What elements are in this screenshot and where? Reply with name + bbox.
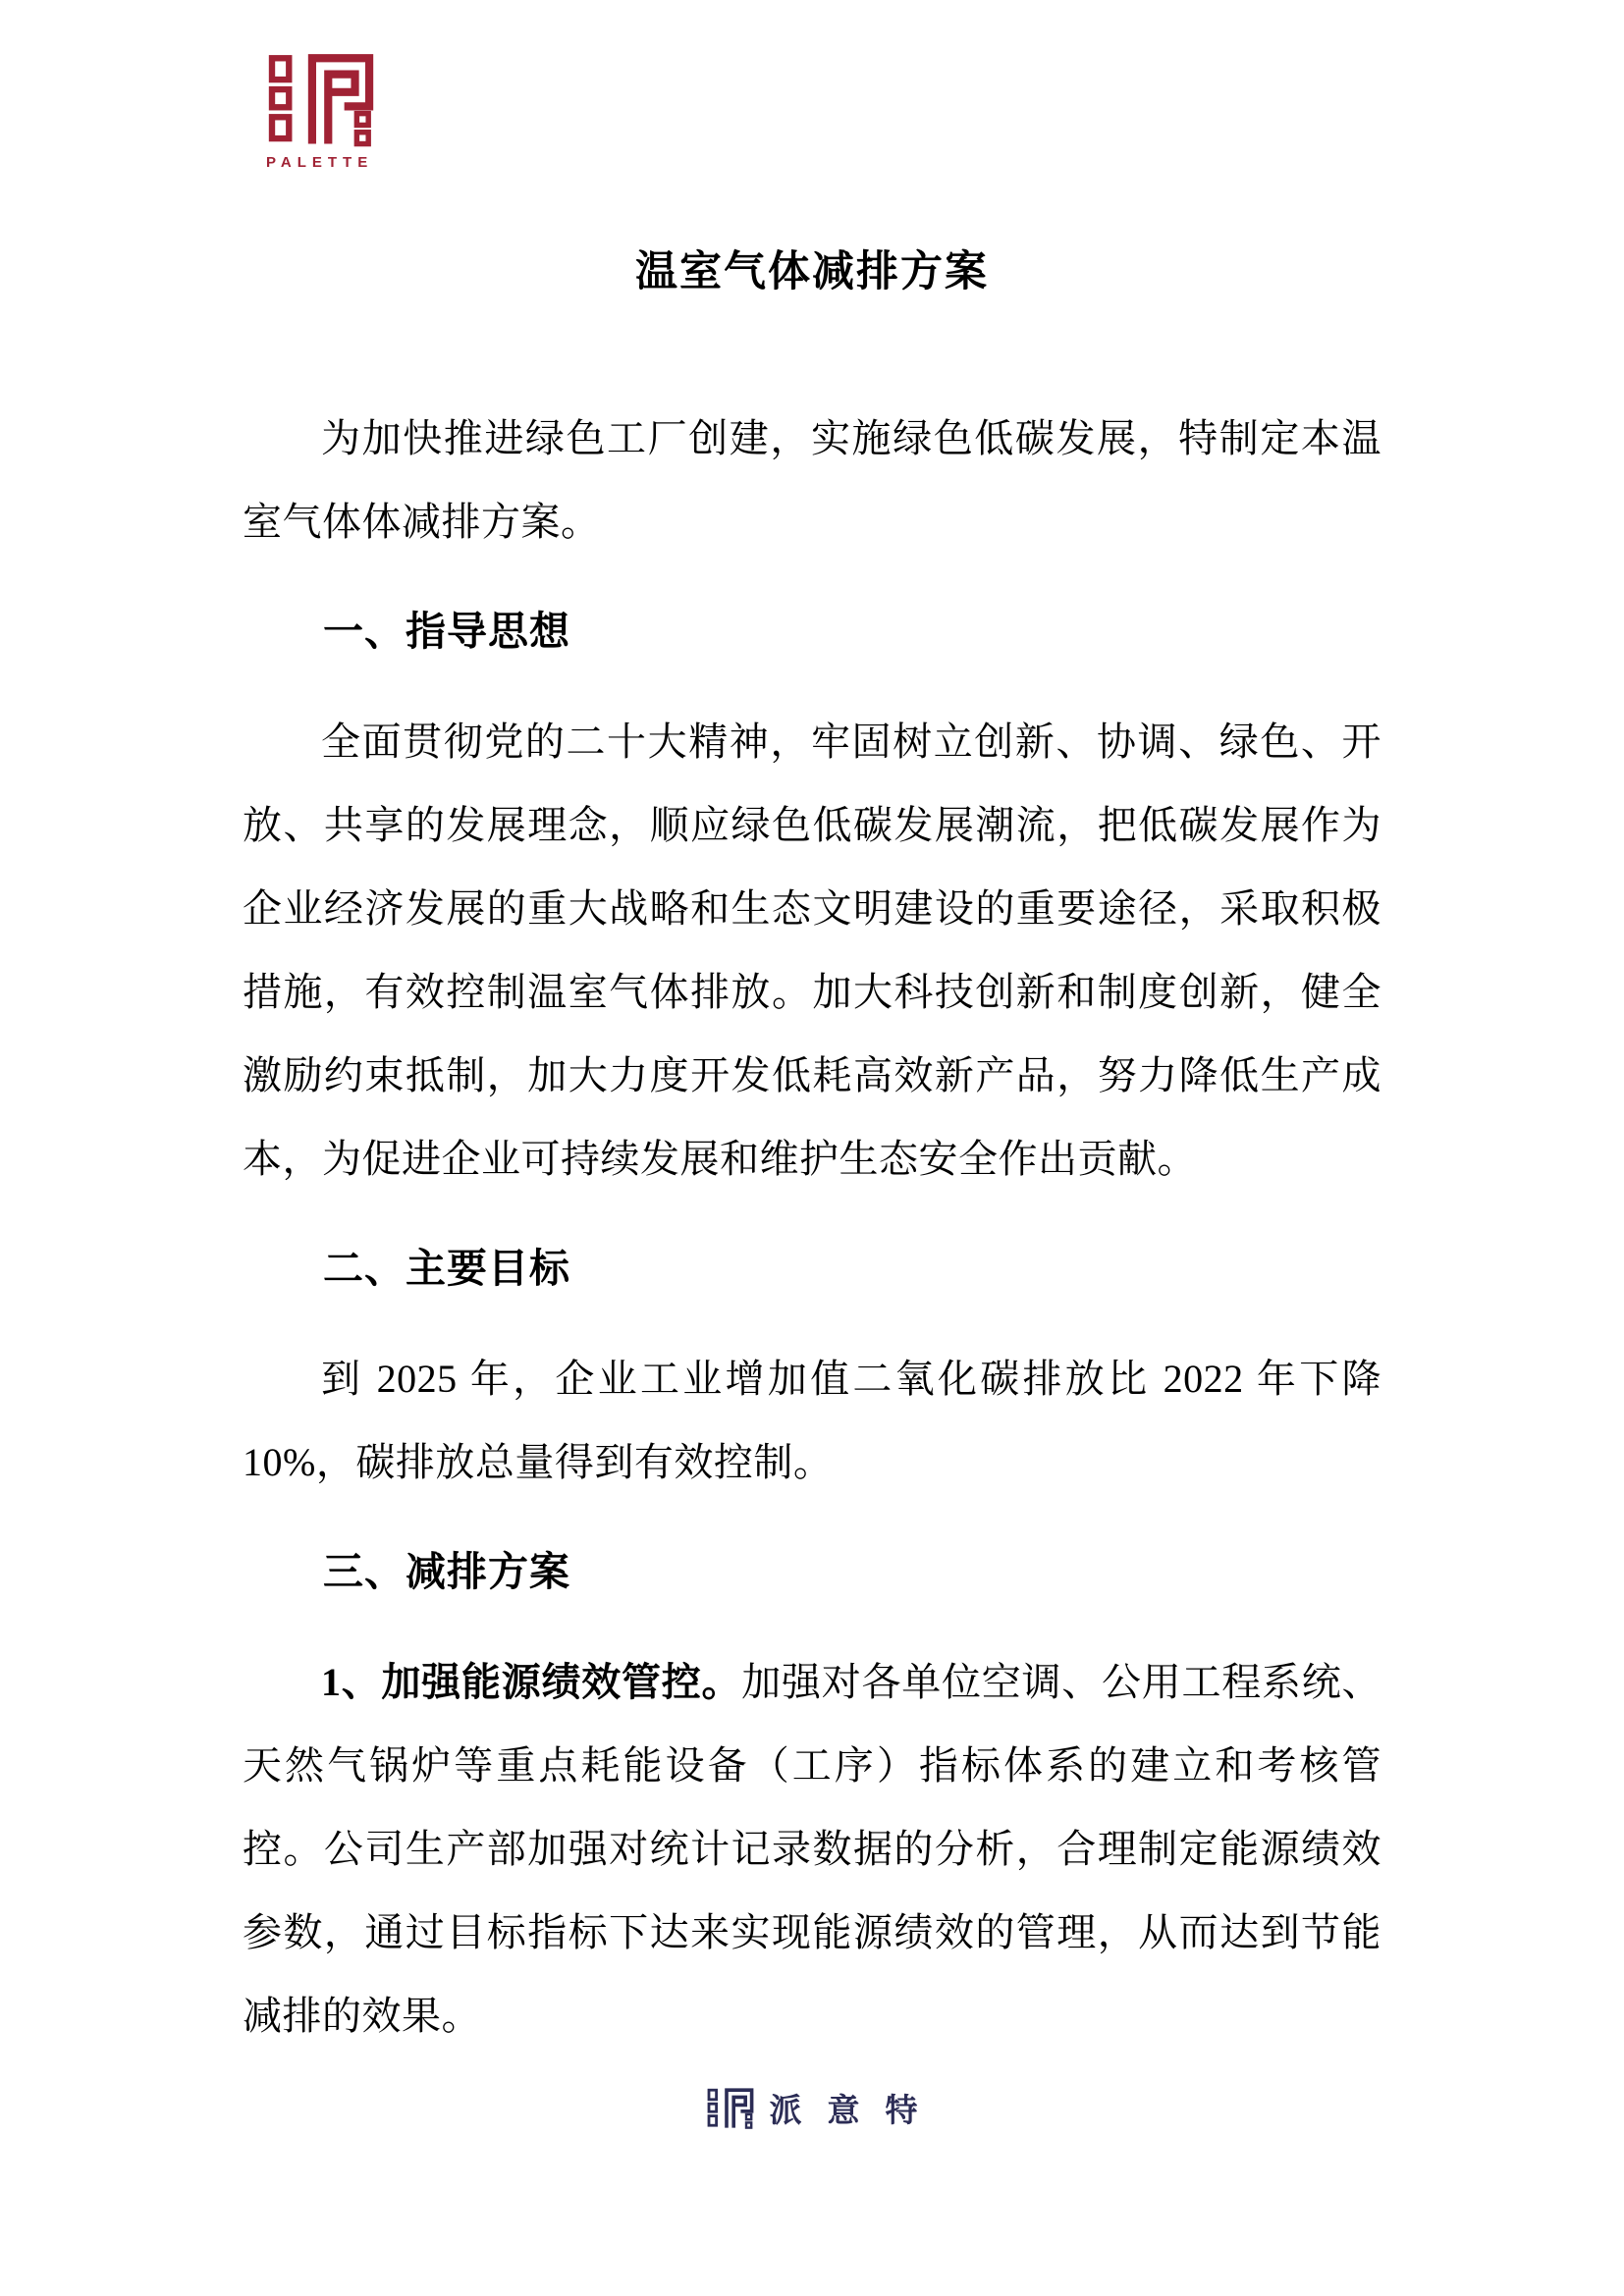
section-body-main-goals: 到 2025 年，企业工业增加值二氧化碳排放比 2022 年下降 10%，碳排放总量得到有效控制。 xyxy=(243,1357,1381,1484)
section-heading-main-goals: 二、主要目标 xyxy=(323,1246,570,1291)
section-heading-guiding-ideology: 一、指导思想 xyxy=(323,609,570,654)
document-title: 温室气体减排方案 xyxy=(635,249,989,295)
intro-paragraph: 为加快推进绿色工厂创建，实施绿色低碳发展，特制定本温室气体体减排方案。 xyxy=(243,416,1381,544)
palette-logo-text: PALETTE xyxy=(266,154,374,171)
document-body xyxy=(243,0,1381,2057)
section-heading-reduction-plan: 三、减排方案 xyxy=(323,1549,570,1594)
reduction-plan-item-1 xyxy=(243,1640,1381,2057)
item-1-body: 加强对各单位空调、公用工程系统、天然气锅炉等重点耗能设备（工序）指标体系的建立和考核管控。公司生产部加强对统计记录数据的分析，合理制定能源绩效参数，通过目标指标下达来实现能源绩效的管理，从而达到节能减排的效果。 xyxy=(243,1660,1381,2038)
item-1-lead: 1、加强能源绩效管控。 xyxy=(321,1660,742,1704)
paiyite-logo-icon xyxy=(707,2087,754,2130)
section-body-guiding-ideology: 全面贯彻党的二十大精神，牢固树立创新、协调、绿色、开放、共享的发展理念，顺应绿色低碳发展潮流，把低碳发展作为企业经济发展的重大战略和生态文明建设的重要途径，采取积极措施，有效控制温室气体排放。加大科技创新和制度创新，健全激励约束抵制，加大力度开发低耗高效新产品，努力降低生产成本，为促进企业可持续发展和维护生态安全作出贡献。 xyxy=(243,720,1381,1181)
footer-brand-text: 派意特 xyxy=(769,2092,944,2128)
footer xyxy=(0,2085,1624,2131)
